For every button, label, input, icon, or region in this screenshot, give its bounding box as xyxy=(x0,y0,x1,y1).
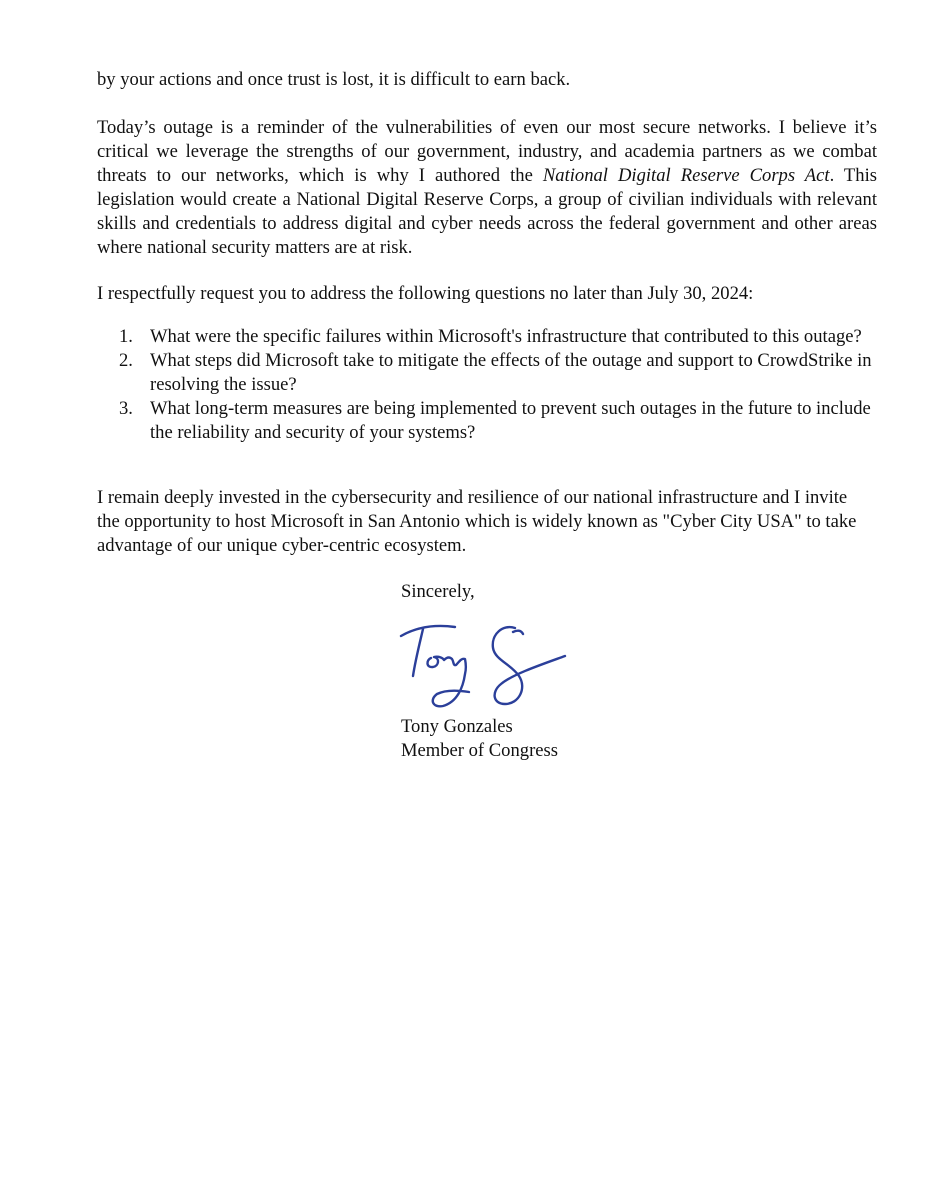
paragraph-outage-text-1: Today’s outage is a reminder of the vulnerabilities of even our most secure networks. I believe it’s critical we leverage the strengths of our government, industry, and academia partners as we combat threats to our networks, which is why I authored the xyxy=(97,117,877,186)
handwritten-signature xyxy=(393,614,583,714)
signer-name: Tony Gonzales xyxy=(401,716,513,737)
list-item-number: 2. xyxy=(119,350,133,371)
paragraph-trust: by your actions and once trust is lost, it is difficult to earn back. xyxy=(97,69,571,90)
list-item-text: What steps did Microsoft take to mitigate the effects of the outage and support to CrowdStrike in resolving the issue? xyxy=(150,350,872,395)
signer-title: Member of Congress xyxy=(401,740,558,761)
list-item xyxy=(97,325,877,349)
closing-salutation: Sincerely, xyxy=(401,581,475,602)
list-item-text: What long-term measures are being implemented to prevent such outages in the future to include the reliability and security of your systems? xyxy=(150,398,871,443)
list-item xyxy=(97,397,877,445)
list-item-number: 3. xyxy=(119,398,133,419)
list-item xyxy=(97,349,877,397)
list-item-number: 1. xyxy=(119,326,133,347)
paragraph-outage-text-2: . This legislation would create a National Digital Reserve Corps, a group of civilian individuals with relevant skills and credentials to address digital and cyber needs across the federal government and other areas where national security matters are at risk. xyxy=(97,165,877,258)
questions-list xyxy=(97,325,877,445)
act-title: National Digital Reserve Corps Act xyxy=(542,165,830,186)
paragraph-outage xyxy=(97,116,877,260)
paragraph-request: I respectfully request you to address the following questions no later than July 30, 2024: xyxy=(97,283,754,304)
paragraph-invitation: I remain deeply invested in the cybersecurity and resilience of our national infrastructure and I invite the opportunity to host Microsoft in San Antonio which is widely known as "Cyber City USA" to take advantage of our unique cyber-centric ecosystem. xyxy=(97,487,857,556)
list-item-text: What were the specific failures within Microsoft's infrastructure that contributed to this outage? xyxy=(150,326,862,347)
